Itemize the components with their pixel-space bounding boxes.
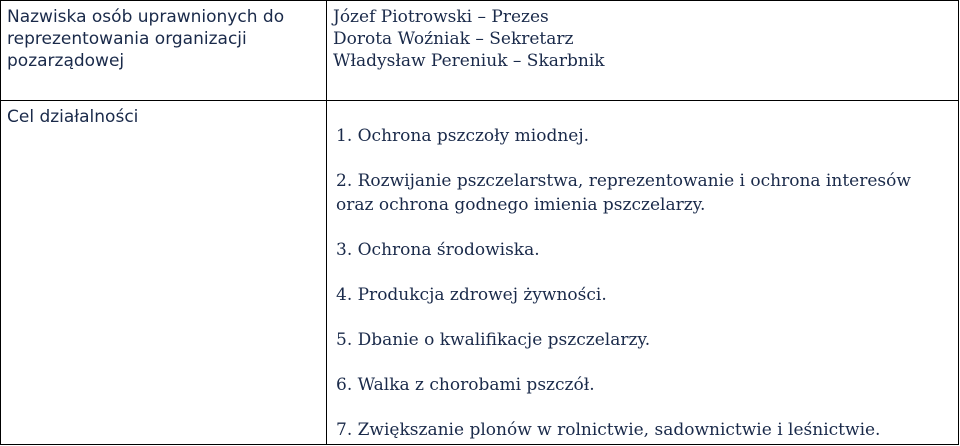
representative-treasurer: Władysław Pereniuk – Skarbnik	[333, 51, 605, 71]
goals-row	[1, 101, 959, 445]
goals-list	[333, 106, 952, 442]
goals-label-cell	[1, 101, 327, 445]
goal-item: 7. Zwiększanie plonów w rolnictwie, sadownictwie i leśnictwie.	[336, 420, 881, 440]
representative-secretary: Dorota Woźniak – Sekretarz	[333, 29, 574, 49]
goals-label: Cel działalności	[7, 107, 139, 127]
goal-item: 4. Produkcja zdrowej żywności.	[336, 285, 607, 305]
representative-president: Józef Piotrowski – Prezes	[333, 7, 549, 27]
goal-item: 2. Rozwijanie pszczelarstwa, reprezentowanie i ochrona interesów oraz ochrona godnego imienia pszczelarzy.	[336, 171, 911, 215]
goals-value-cell	[327, 101, 959, 445]
representatives-label-cell	[1, 1, 327, 101]
goal-item: 6. Walka z chorobami pszczół.	[336, 375, 595, 395]
representatives-row	[1, 1, 959, 101]
goal-item: 3. Ochrona środowiska.	[336, 240, 540, 260]
representatives-label: Nazwiska osób uprawnionych do reprezentowania organizacji pozarządowej	[7, 7, 285, 71]
representatives-value-cell	[327, 1, 959, 101]
goal-item: 1. Ochrona pszczoły miodnej.	[336, 126, 590, 146]
goal-item: 5. Dbanie o kwalifikacje pszczelarzy.	[336, 330, 651, 350]
